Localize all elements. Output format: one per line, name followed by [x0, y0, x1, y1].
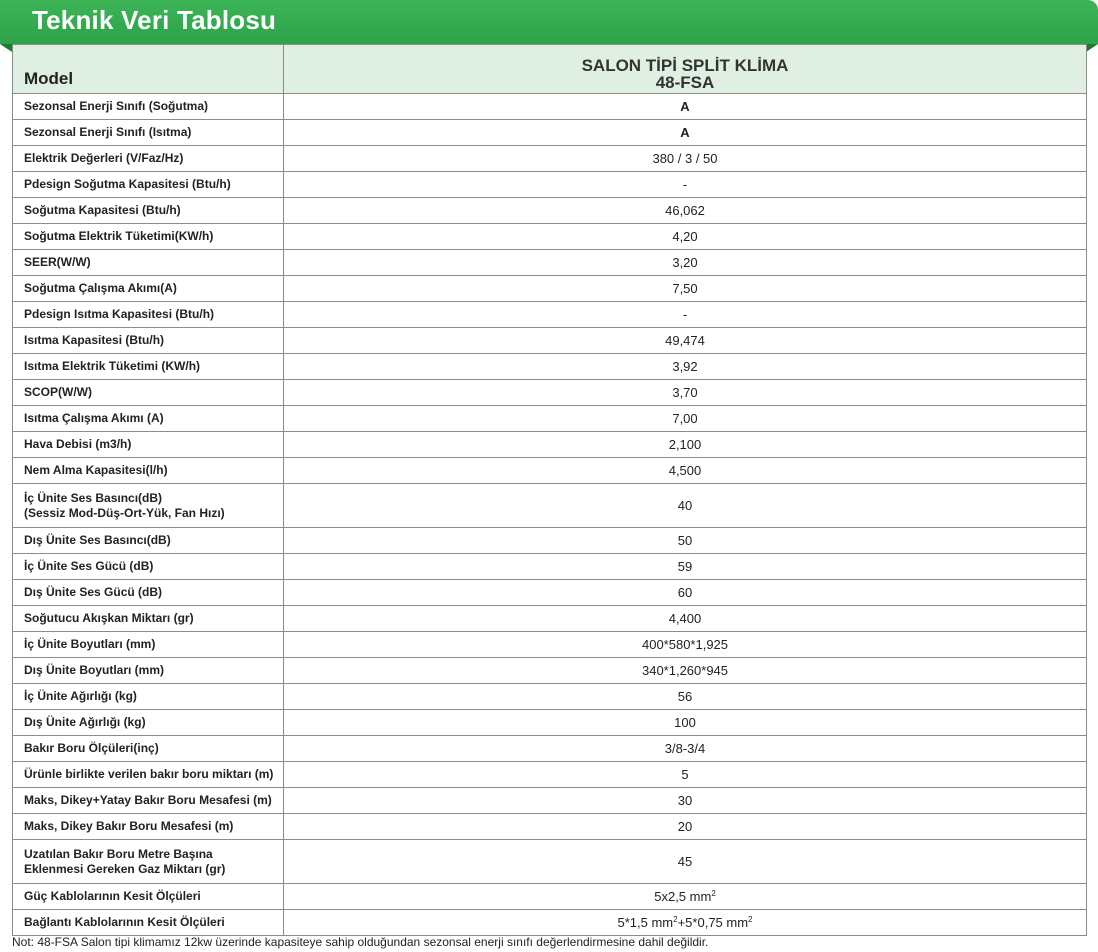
row-label-line: Uzatılan Bakır Boru Metre Başına	[24, 846, 213, 861]
table-row	[13, 884, 1087, 910]
row-label: Pdesign Isıtma Kapasitesi (Btu/h)	[13, 302, 284, 328]
row-value-superscript: 2	[711, 889, 716, 898]
row-label: İç Ünite Ses Gücü (dB)	[13, 554, 284, 580]
row-value: 400*580*1,925	[284, 632, 1087, 658]
table-row	[13, 172, 1087, 198]
table-row	[13, 328, 1087, 354]
table-header-row	[13, 45, 1087, 94]
row-label: Soğutma Çalışma Akımı(A)	[13, 276, 284, 302]
row-value: 380 / 3 / 50	[284, 146, 1087, 172]
row-label: Soğutucu Akışkan Miktarı (gr)	[13, 606, 284, 632]
table-row	[13, 632, 1087, 658]
row-label: Soğutma Elektrik Tüketimi(KW/h)	[13, 224, 284, 250]
table-row	[13, 250, 1087, 276]
table-row	[13, 432, 1087, 458]
table-row	[13, 736, 1087, 762]
row-value: A	[284, 94, 1087, 120]
row-label: Isıtma Çalışma Akımı (A)	[13, 406, 284, 432]
product-model: 48-FSA	[655, 73, 715, 92]
spec-table-container	[12, 44, 1086, 936]
row-label: Hava Debisi (m3/h)	[13, 432, 284, 458]
row-label: Soğutma Kapasitesi (Btu/h)	[13, 198, 284, 224]
row-value-text: 5x2,5 mm	[654, 889, 712, 904]
row-value: A	[284, 120, 1087, 146]
row-value-superscript: 2	[748, 915, 753, 924]
header-fold-right	[1086, 44, 1098, 52]
spec-table	[12, 44, 1087, 936]
row-value-superscript: 2	[673, 915, 678, 924]
row-value	[284, 910, 1087, 936]
header-fold-left	[0, 44, 12, 52]
row-value: 60	[284, 580, 1087, 606]
table-row	[13, 380, 1087, 406]
footnote: Not: 48-FSA Salon tipi klimamız 12kw üzerinde kapasiteye sahip olduğundan sezonsal enerji sınıfı değerlendirmesine dahil değildir.	[12, 935, 709, 949]
row-label: Nem Alma Kapasitesi(l/h)	[13, 458, 284, 484]
row-label: Isıtma Kapasitesi (Btu/h)	[13, 328, 284, 354]
row-value: 30	[284, 788, 1087, 814]
row-value: -	[284, 172, 1087, 198]
table-row	[13, 276, 1087, 302]
table-row	[13, 354, 1087, 380]
table-row	[13, 146, 1087, 172]
row-label-line: (Sessiz Mod-Düş-Ort-Yük, Fan Hızı)	[24, 505, 225, 520]
model-header: Model	[13, 45, 284, 94]
row-value: 7,50	[284, 276, 1087, 302]
row-label: Dış Ünite Boyutları (mm)	[13, 658, 284, 684]
row-label: Maks, Dikey Bakır Boru Mesafesi (m)	[13, 814, 284, 840]
table-row	[13, 814, 1087, 840]
row-label: Isıtma Elektrik Tüketimi (KW/h)	[13, 354, 284, 380]
row-label: SCOP(W/W)	[13, 380, 284, 406]
row-value: 5	[284, 762, 1087, 788]
row-label: Dış Ünite Ağırlığı (kg)	[13, 710, 284, 736]
row-value: 3,92	[284, 354, 1087, 380]
row-value: 4,400	[284, 606, 1087, 632]
row-value: 4,500	[284, 458, 1087, 484]
row-value: 45	[284, 840, 1087, 884]
row-label: Güç Kablolarının Kesit Ölçüleri	[13, 884, 284, 910]
row-value: -	[284, 302, 1087, 328]
table-row	[13, 658, 1087, 684]
row-label: SEER(W/W)	[13, 250, 284, 276]
row-value: 50	[284, 528, 1087, 554]
row-value: 3,70	[284, 380, 1087, 406]
row-value: 3,20	[284, 250, 1087, 276]
table-row	[13, 458, 1087, 484]
row-value: 100	[284, 710, 1087, 736]
table-row	[13, 840, 1087, 884]
row-value: 59	[284, 554, 1087, 580]
table-row	[13, 406, 1087, 432]
row-value: 20	[284, 814, 1087, 840]
row-value: 49,474	[284, 328, 1087, 354]
table-row	[13, 910, 1087, 936]
table-row	[13, 606, 1087, 632]
product-header	[284, 45, 1087, 94]
table-row	[13, 710, 1087, 736]
row-label: Elektrik Değerleri (V/Faz/Hz)	[13, 146, 284, 172]
table-row	[13, 224, 1087, 250]
row-label: Pdesign Soğutma Kapasitesi (Btu/h)	[13, 172, 284, 198]
row-label: Dış Ünite Ses Basıncı(dB)	[13, 528, 284, 554]
row-label: Bakır Boru Ölçüleri(inç)	[13, 736, 284, 762]
table-row	[13, 528, 1087, 554]
page-title: Teknik Veri Tablosu	[32, 5, 277, 35]
table-row	[13, 580, 1087, 606]
table-row	[13, 302, 1087, 328]
row-label: Dış Ünite Ses Gücü (dB)	[13, 580, 284, 606]
row-label: Sezonsal Enerji Sınıfı (Soğutma)	[13, 94, 284, 120]
product-type: SALON TİPİ SPLİT KLİMA	[581, 56, 789, 75]
table-row	[13, 762, 1087, 788]
table-row	[13, 554, 1087, 580]
row-value: 2,100	[284, 432, 1087, 458]
row-label: Sezonsal Enerji Sınıfı (Isıtma)	[13, 120, 284, 146]
row-label-line: Eklenmesi Gereken Gaz Miktarı (gr)	[24, 861, 226, 876]
row-value: 3/8-3/4	[284, 736, 1087, 762]
row-label: Ürünle birlikte verilen bakır boru miktarı (m)	[13, 762, 284, 788]
table-row	[13, 120, 1087, 146]
row-value: 340*1,260*945	[284, 658, 1087, 684]
row-label: İç Ünite Boyutları (mm)	[13, 632, 284, 658]
table-row	[13, 684, 1087, 710]
row-value: 7,00	[284, 406, 1087, 432]
row-label: Maks, Dikey+Yatay Bakır Boru Mesafesi (m)	[13, 788, 284, 814]
row-value-text: +5*0,75 mm	[677, 915, 749, 930]
row-label-line: İç Ünite Ses Basıncı(dB)	[24, 490, 163, 505]
table-row	[13, 198, 1087, 224]
table-row	[13, 484, 1087, 528]
row-label: İç Ünite Ağırlığı (kg)	[13, 684, 284, 710]
row-label	[13, 484, 284, 528]
table-row	[13, 94, 1087, 120]
row-value	[284, 884, 1087, 910]
row-label: Bağlantı Kablolarının Kesit Ölçüleri	[13, 910, 284, 936]
row-value-text: 5*1,5 mm	[617, 915, 674, 930]
row-value: 40	[284, 484, 1087, 528]
row-value: 56	[284, 684, 1087, 710]
row-value: 46,062	[284, 198, 1087, 224]
row-value: 4,20	[284, 224, 1087, 250]
row-label	[13, 840, 284, 884]
table-row	[13, 788, 1087, 814]
